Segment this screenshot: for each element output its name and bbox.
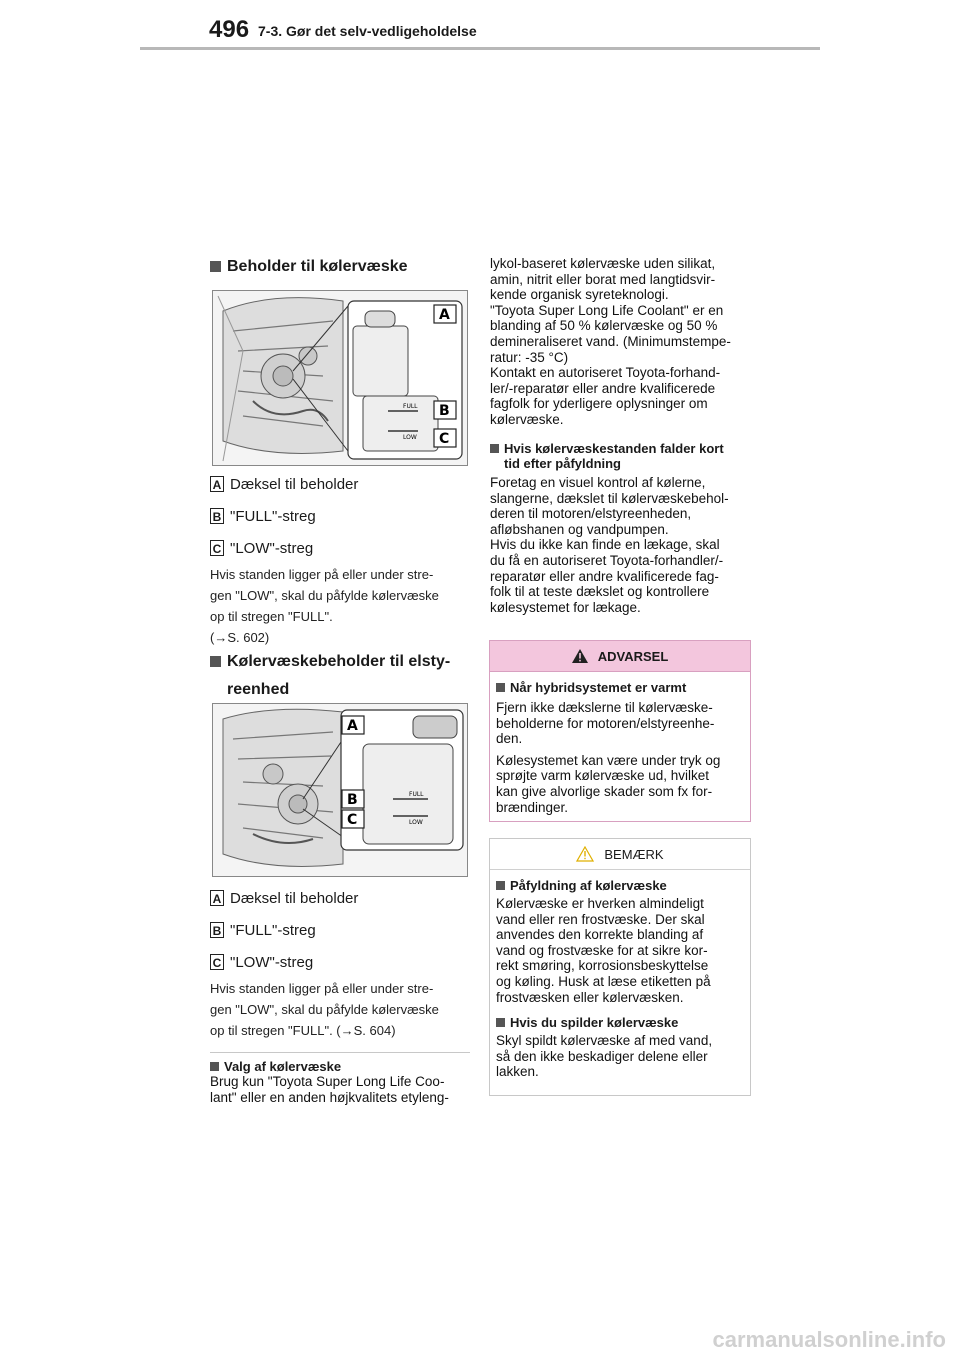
notice-header: BEMÆRK [490, 839, 750, 870]
legend-list-1 [210, 468, 470, 564]
header-divider [140, 47, 820, 50]
figure-full-mark: FULL [403, 403, 418, 410]
subheading-coolant-selection: Valg af kølervæske [210, 1059, 470, 1074]
coolant-selection-section [210, 1059, 470, 1105]
legend-item [210, 500, 470, 532]
legend-text: "FULL"-streg [230, 507, 316, 525]
figure-label-c: C [439, 431, 450, 447]
notice-body [490, 870, 750, 1090]
engine-bay-illustration-2 [213, 704, 467, 876]
legend-letter: A [210, 890, 224, 906]
section-heading-inverter-reservoir: Kølervæskebeholder til elsty- reenhed [210, 650, 470, 706]
figure-full-mark: FULL [409, 791, 424, 798]
figure-inverter-reservoir [212, 703, 468, 877]
coolant-drop-section [490, 441, 752, 615]
figure-label-c: C [347, 812, 358, 828]
note-paragraph-2: Hvis standen ligger på eller under stre- gen "LOW", skal du påfylde kølervæske op til stregen "FULL". (→S. 604) [210, 981, 439, 1038]
warning-paragraph-1: Fjern ikke dækslerne til kølervæske- beholderne for motoren/elstyreenhe- den. [496, 700, 715, 747]
figure-label-b: B [439, 403, 450, 419]
warning-paragraph-2: Kølesystemet kan være under tryk og sprøjte varm kølervæske ud, hvilket kan give alvorlige skader som fx for- brændinger. [496, 752, 721, 815]
legend-text: Dæksel til beholder [230, 889, 359, 907]
notice-subheading-2: Hvis du spilder kølervæske [496, 1015, 744, 1030]
figure-label-a: A [439, 307, 450, 323]
figure-label-a: A [347, 718, 358, 734]
legend-letter: B [210, 922, 224, 938]
warning-body [490, 672, 750, 825]
notice-box [489, 838, 751, 1096]
legend-letter: C [210, 954, 224, 970]
caution-triangle-icon [576, 846, 594, 862]
figure-low-mark: LOW [403, 434, 417, 441]
legend-item [210, 468, 470, 500]
coolant-selection-text: Brug kun "Toyota Super Long Life Coo- lant" eller en anden højkvalitets etyleng- [210, 1074, 449, 1105]
notice-paragraph-1: Kølervæske er hverken almindeligt vand eller ren frostvæske. Der skal anvendes den korrekte blanding af vand og frostvæske for at sikre kor- rekt smøring, korrosionsbeskyttelse og køling. Husk at læse etiketten på frostvæsken eller kølervæsken. [496, 896, 711, 1005]
warning-box [489, 640, 751, 822]
legend-letter: B [210, 508, 224, 524]
watermark: carmanualsonline.info [712, 1327, 946, 1352]
legend-list-2 [210, 882, 470, 978]
legend-item [210, 532, 470, 564]
bullet-square-icon [496, 881, 505, 890]
warning-triangle-icon [572, 649, 588, 663]
bullet-square-icon [490, 444, 499, 453]
section-heading-reservoir: Beholder til kølervæske [210, 255, 408, 279]
legend-text: "FULL"-streg [230, 921, 316, 939]
section-title: 7-3. Gør det selv-vedligeholdelse [258, 23, 477, 39]
bullet-square-icon [496, 1018, 505, 1027]
warning-subheading: Når hybridsystemet er varmt [496, 680, 744, 695]
warning-header: ADVARSEL [490, 641, 750, 672]
bullet-square-icon [210, 261, 221, 272]
legend-letter: A [210, 476, 224, 492]
note-paragraph-1: Hvis standen ligger på eller under stre- gen "LOW", skal du påfylde kølervæske op til stregen "FULL". (→S. 602) [210, 567, 439, 645]
engine-bay-illustration-1 [213, 291, 467, 465]
figure-label-b: B [347, 792, 358, 808]
figure-low-mark: LOW [409, 819, 423, 826]
coolant-drop-text: Foretag en visuel kontrol af kølerne, slangerne, dækslet til kølervæskebehol- deren til motoren/elstyreenheden, afløbshanen og vandpumpen. Hvis du ikke kan finde en lækage, skal du få en autoriseret Toyota-forhandler/- reparatør eller andre kvalificerede fag- folk til at teste dækslet og kontrollere kølesystemet for lækage. [490, 475, 729, 615]
legend-item [210, 946, 470, 978]
legend-item [210, 882, 470, 914]
notice-paragraph-2: Skyl spildt kølervæske af med vand, så den ikke beskadiger delene eller lakken. [496, 1033, 713, 1080]
page-number: 496 [209, 16, 250, 43]
bullet-square-icon [210, 656, 221, 667]
legend-text: Dæksel til beholder [230, 475, 359, 493]
subheading-coolant-drop: Hvis kølervæskestanden falder kort tid efter påfyldning [490, 441, 752, 471]
bullet-square-icon [496, 683, 505, 692]
notice-subheading-1: Påfyldning af kølervæske [496, 878, 744, 893]
bullet-square-icon [210, 1062, 219, 1071]
legend-text: "LOW"-streg [230, 539, 314, 557]
coolant-description-text: lykol-baseret kølervæske uden silikat, amin, nitrit eller borat med langtidsvir- kende organisk syreteknologi. "Toyota Super Long Life Coolant" er en blanding af 50 % kølervæske og 50 % demineraliseret vand. (Minimumstempe- ratur: -35 °C) Kontakt en autoriseret Toyota-forhand- ler/-reparatør eller andre kvalificerede fagfolk for yderligere oplysninger om kølervæske. [490, 256, 731, 427]
figure-coolant-reservoir [212, 290, 468, 466]
legend-item [210, 914, 470, 946]
legend-text: "LOW"-streg [230, 953, 314, 971]
legend-letter: C [210, 540, 224, 556]
section-divider [210, 1052, 470, 1053]
